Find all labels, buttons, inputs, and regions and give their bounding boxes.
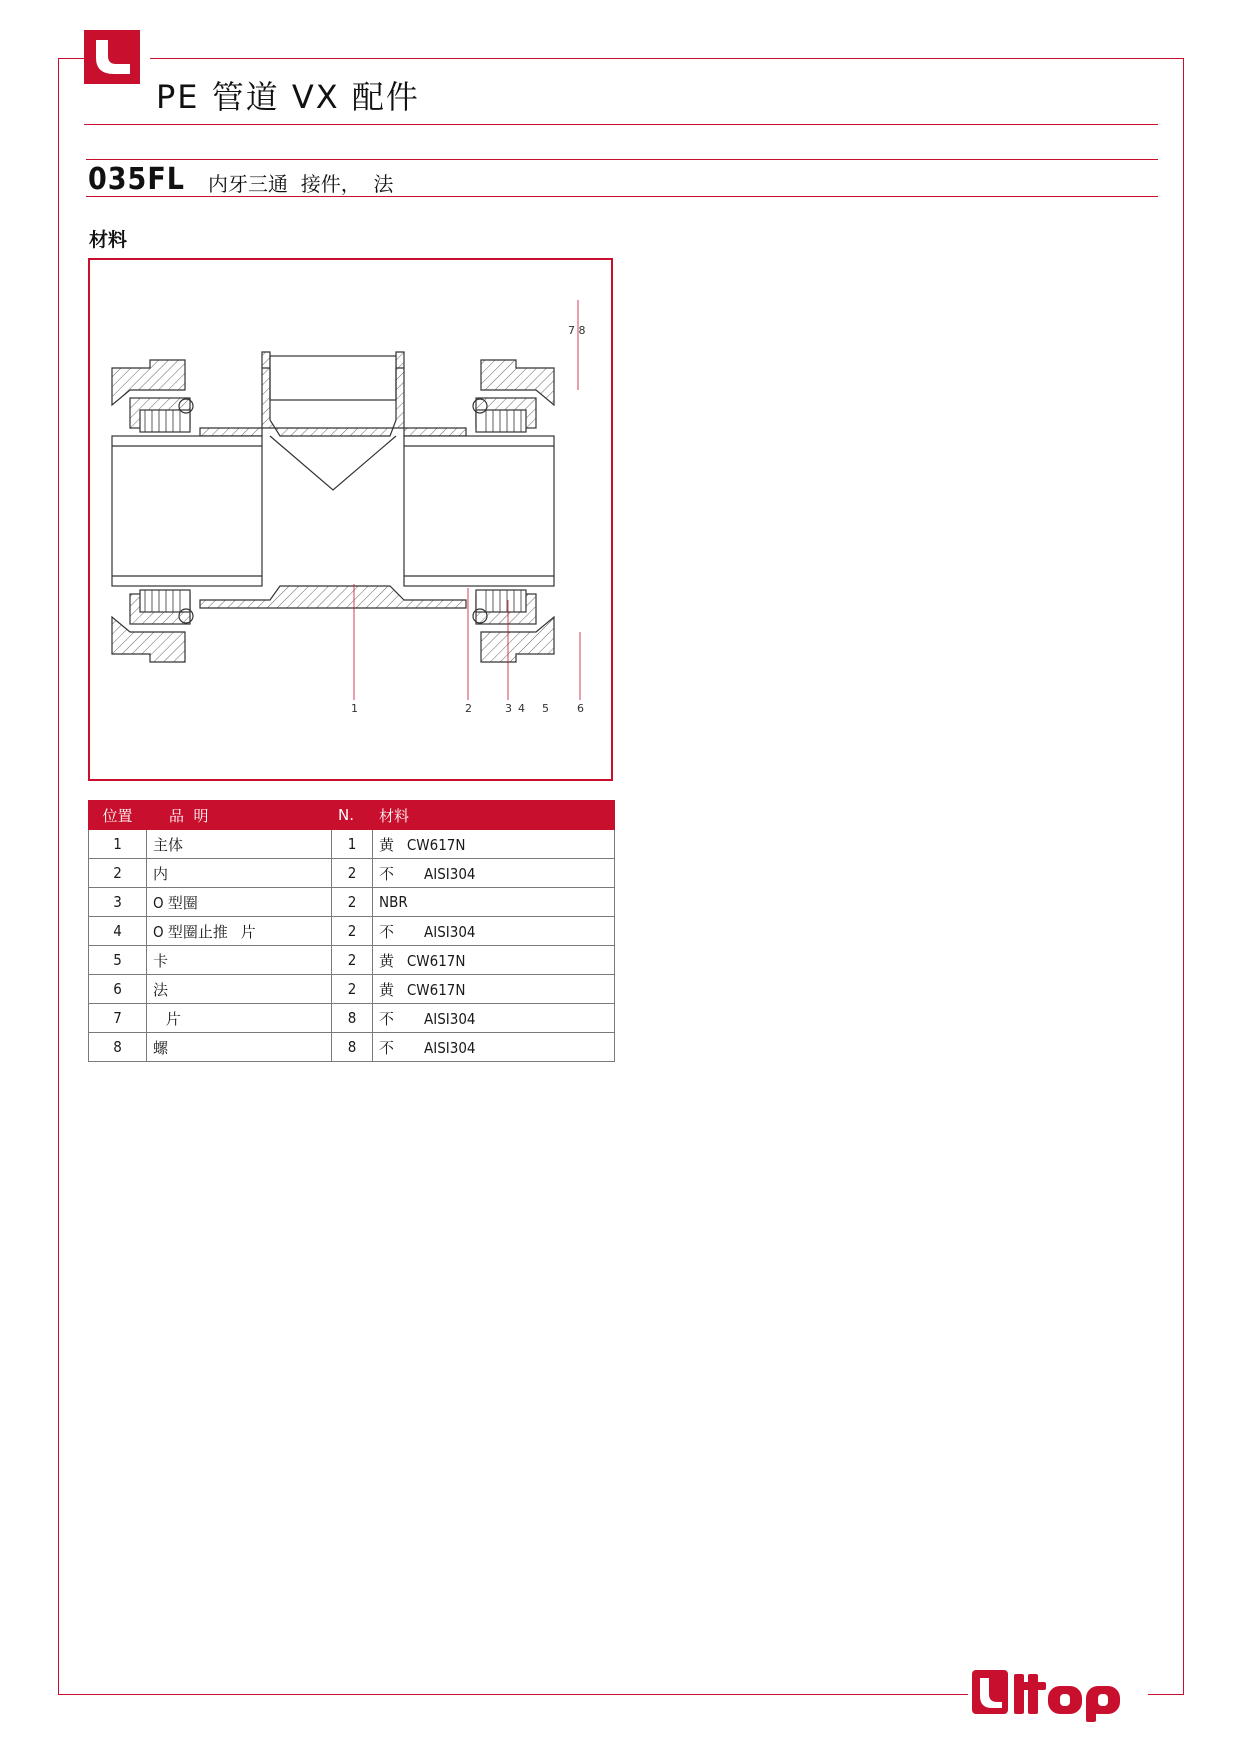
- cell-material: 不 AISI304: [373, 1033, 615, 1062]
- frame-bottom-right: [1148, 1694, 1184, 1695]
- callout-4: 4: [518, 702, 525, 715]
- table-row: [89, 888, 615, 917]
- cell-material: 不 AISI304: [373, 1004, 615, 1033]
- cell-desc: 卡: [147, 946, 332, 975]
- frame-top: [150, 58, 1184, 59]
- cell-pos: 7: [89, 1004, 147, 1033]
- cell-desc: O 型圈止推 片: [147, 917, 332, 946]
- cell-material: 黄 CW617N: [373, 946, 615, 975]
- table-row: [89, 917, 615, 946]
- callout-3: 3: [505, 702, 512, 715]
- table-row: [89, 830, 615, 859]
- cell-qty: 8: [332, 1004, 373, 1033]
- header-material: 材料: [373, 801, 615, 830]
- page-title: PE 管道 VX 配件: [156, 78, 420, 116]
- cell-qty: 2: [332, 888, 373, 917]
- cell-pos: 2: [89, 859, 147, 888]
- cell-pos: 5: [89, 946, 147, 975]
- cell-qty: 2: [332, 859, 373, 888]
- product-top-rule: [86, 159, 1158, 160]
- product-name: 内牙三通 接件， 法: [208, 172, 394, 196]
- cell-material: NBR: [373, 888, 615, 917]
- technical-drawing: [88, 258, 613, 781]
- cell-material: 黄 CW617N: [373, 830, 615, 859]
- cell-material: 不 AISI304: [373, 917, 615, 946]
- cell-pos: 4: [89, 917, 147, 946]
- callout-6: 6: [577, 702, 584, 715]
- itap-logo-icon: [972, 1664, 1142, 1724]
- table-row: [89, 975, 615, 1004]
- cell-desc: 螺: [147, 1033, 332, 1062]
- product-code: 035FL: [88, 162, 185, 197]
- cell-pos: 3: [89, 888, 147, 917]
- cell-qty: 8: [332, 1033, 373, 1062]
- cell-material: 黄 CW617N: [373, 975, 615, 1004]
- callout-5: 5: [542, 702, 549, 715]
- frame-right: [1183, 58, 1184, 1694]
- callout-7-8: 7 8: [568, 324, 586, 337]
- cell-pos: 1: [89, 830, 147, 859]
- cell-qty: 2: [332, 946, 373, 975]
- cell-pos: 6: [89, 975, 147, 1004]
- frame-left: [58, 58, 59, 1694]
- header-position: 位置: [89, 801, 147, 830]
- cell-qty: 1: [332, 830, 373, 859]
- cell-desc: 法: [147, 975, 332, 1004]
- cell-qty: 2: [332, 917, 373, 946]
- cell-qty: 2: [332, 975, 373, 1004]
- callout-1: 1: [351, 702, 358, 715]
- header-qty: N.: [332, 801, 373, 830]
- frame-top-left: [58, 58, 84, 59]
- cell-desc: O 型圈: [147, 888, 332, 917]
- table-row: [89, 1033, 615, 1062]
- cell-desc: 主体: [147, 830, 332, 859]
- cross-section-drawing: [90, 260, 611, 779]
- table-row: [89, 1004, 615, 1033]
- table-row: [89, 859, 615, 888]
- materials-heading: 材料: [89, 229, 128, 251]
- cell-desc: 片: [147, 1004, 332, 1033]
- frame-bottom: [58, 1694, 968, 1695]
- brand-logo-icon: [84, 30, 140, 84]
- header-description: 品 明: [147, 801, 332, 830]
- title-underline: [84, 124, 1158, 125]
- parts-table: [88, 800, 615, 1062]
- callout-2: 2: [465, 702, 472, 715]
- cell-material: 不 AISI304: [373, 859, 615, 888]
- cell-desc: 内: [147, 859, 332, 888]
- table-header-row: [89, 801, 615, 830]
- cell-pos: 8: [89, 1033, 147, 1062]
- table-row: [89, 946, 615, 975]
